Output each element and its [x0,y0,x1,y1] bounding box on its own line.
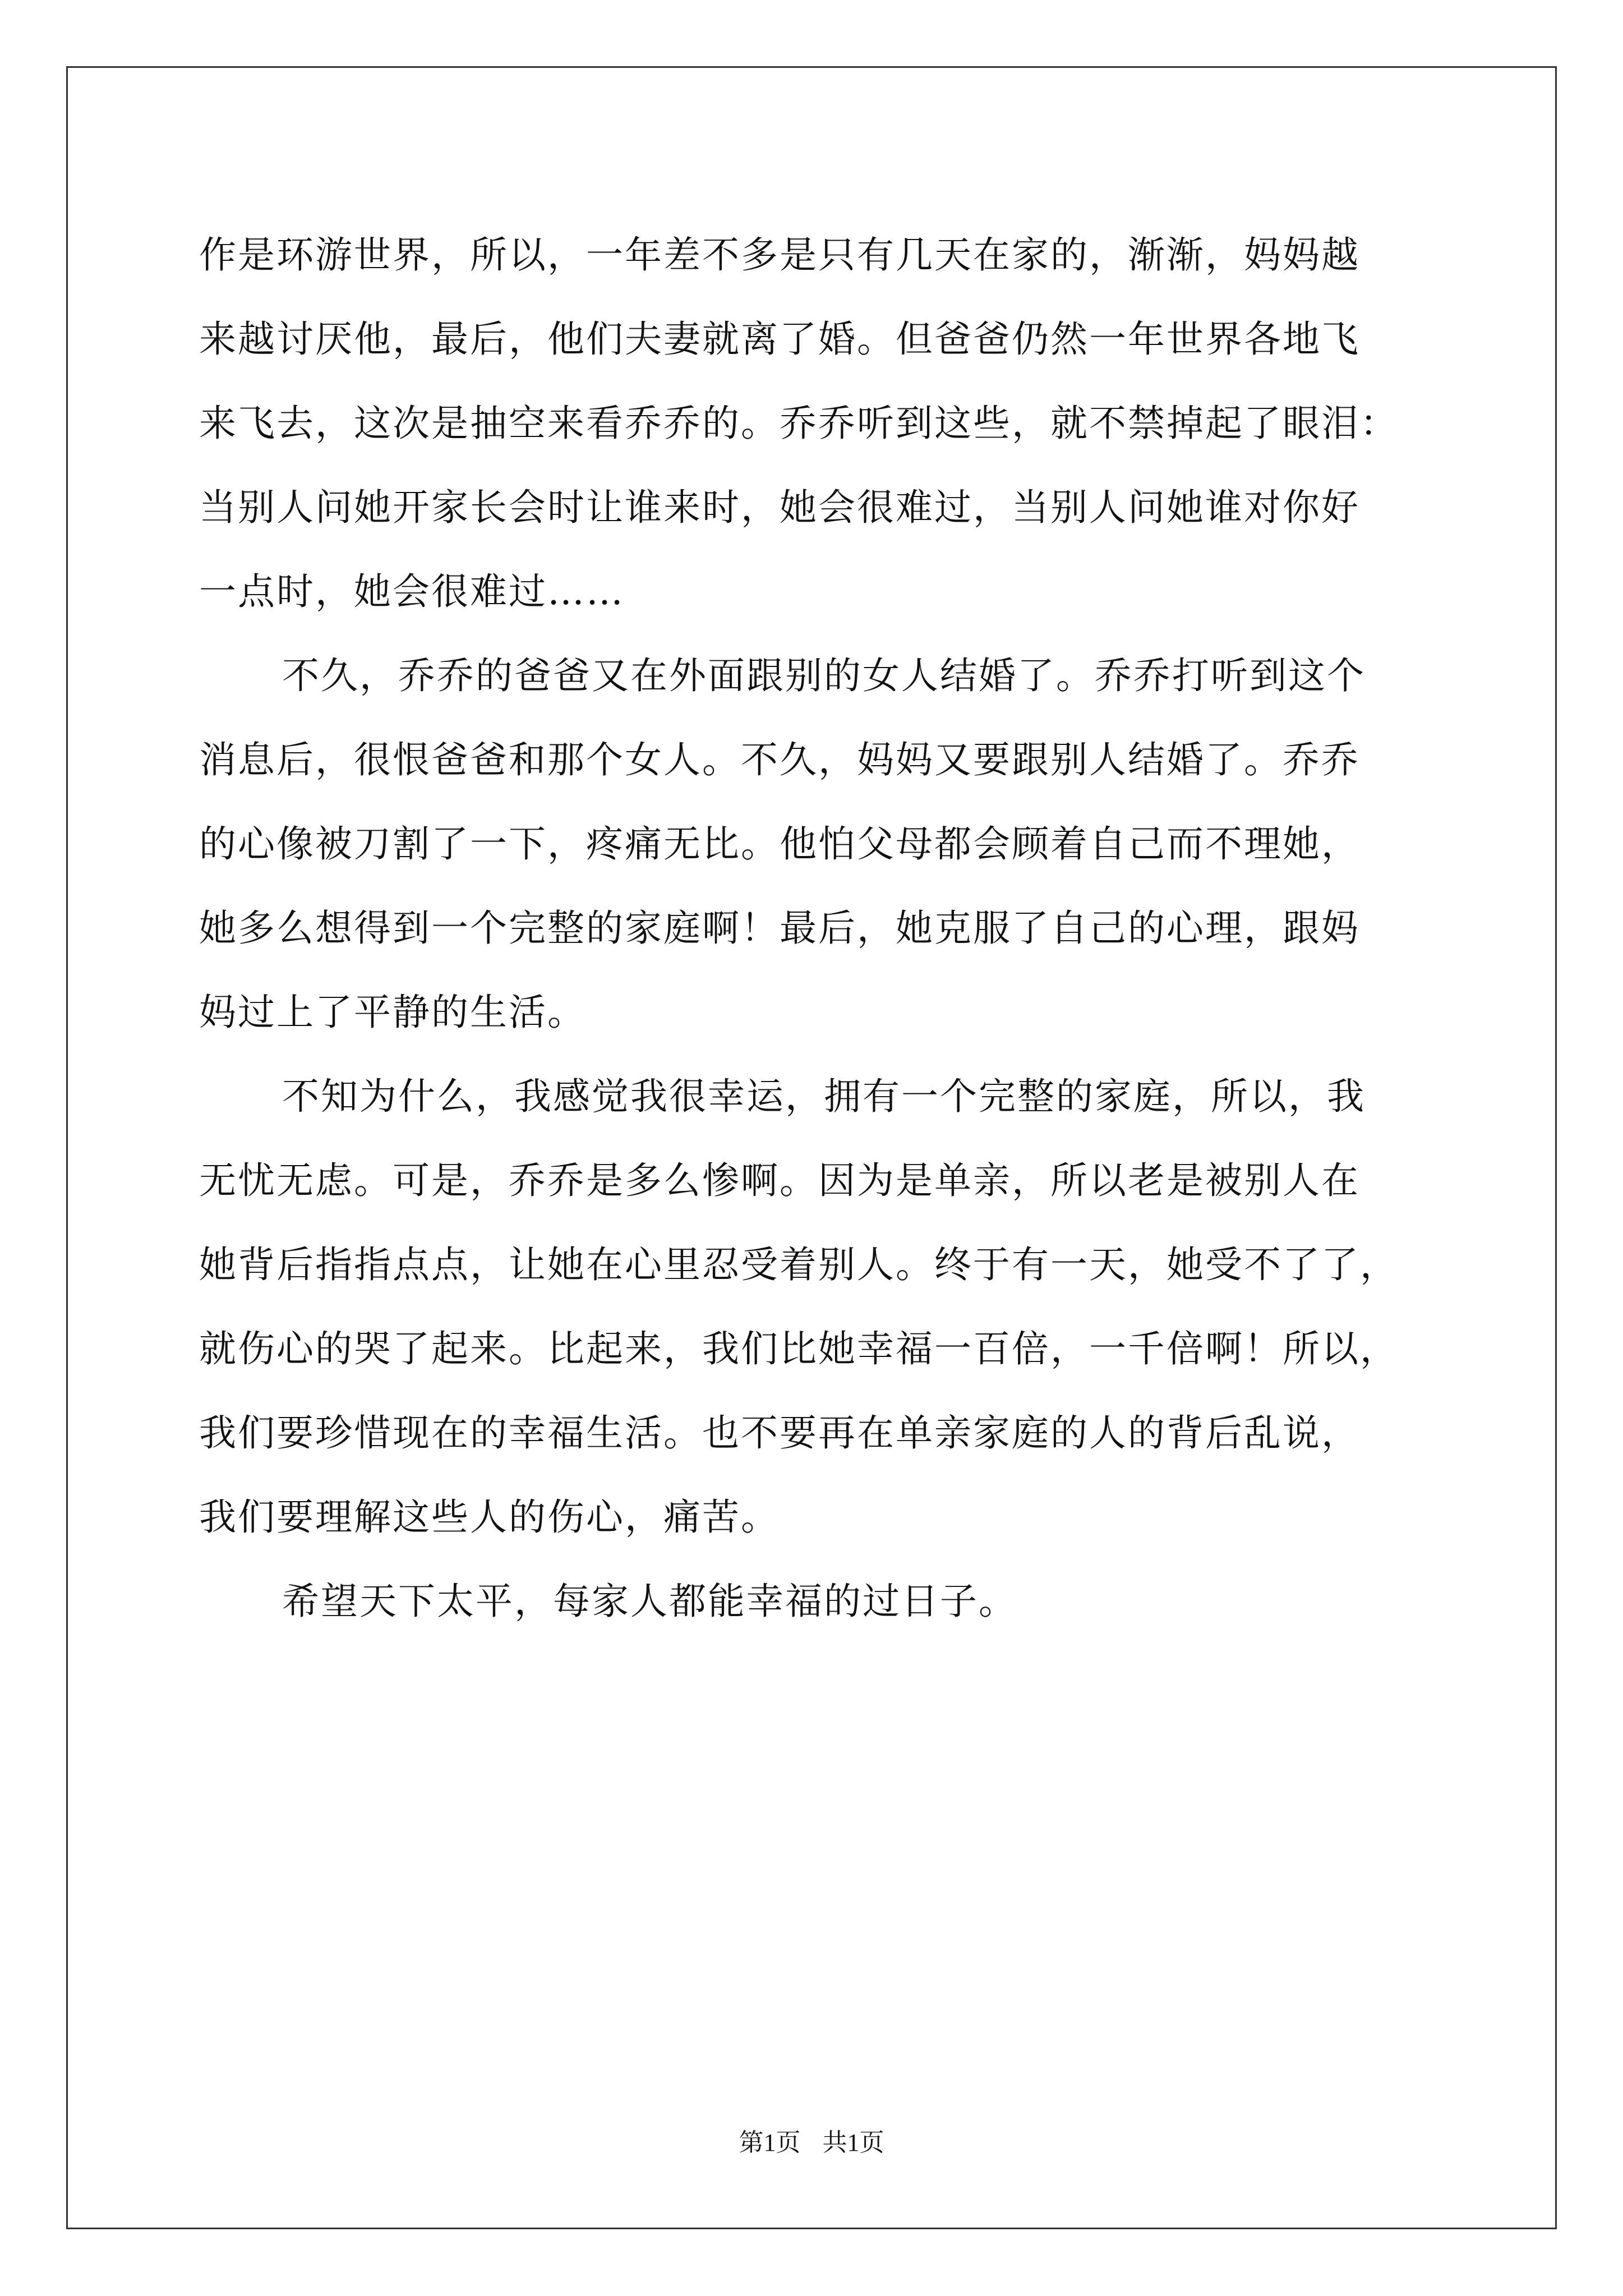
page-total: 共1页 [822,2129,884,2156]
text-line: 妈过上了平静的生活。 [199,991,586,1034]
text-line: 无忧无虑。可是，乔乔是多么惨啊。因为是单亲，所以老是被别人在 [199,1159,1360,1202]
page-footer [0,2126,1623,2160]
text-line: 来越讨厌他，最后，他们夫妻就离了婚。但爸爸仍然一年世界各地飞 [199,318,1360,361]
text-line: 来飞去，这次是抽空来看乔乔的。乔乔听到这些，就不禁掉起了眼泪： [199,402,1399,445]
text-line: 就伤心的哭了起来。比起来，我们比她幸福一百倍，一千倍啊！所以， [199,1327,1399,1370]
text-line: 她背后指指点点，让她在心里忍受着别人。终于有一天，她受不了了， [199,1243,1399,1286]
text-line: 我们要珍惜现在的幸福生活。也不要再在单亲家庭的人的背后乱说， [199,1411,1360,1455]
paragraph-start-line: 不久，乔乔的爸爸又在外面跟别的女人结婚了。乔乔打听到这个 [282,654,1366,697]
text-line: 消息后，很恨爸爸和那个女人。不久，妈妈又要跟别人结婚了。乔乔 [199,738,1360,781]
text-line: 当别人问她开家长会时让谁来时，她会很难过，当别人问她谁对你好 [199,486,1360,529]
text-line: 她多么想得到一个完整的家庭啊！最后，她克服了自己的心理，跟妈 [199,907,1360,950]
page-number: 第1页 [739,2129,801,2156]
paragraph-start-line: 不知为什么，我感觉我很幸运，拥有一个完整的家庭，所以，我 [282,1075,1366,1118]
text-line: 一点时，她会很难过…… [199,570,625,613]
text-line: 我们要理解这些人的伤心，痛苦。 [199,1496,780,1539]
paragraph-start-line: 希望天下太平，每家人都能幸福的过日子。 [282,1580,1017,1623]
text-line: 的心像被刀割了一下，疼痛无比。他怕父母都会顾着自己而不理她， [199,822,1360,866]
text-line: 作是环游世界，所以，一年差不多是只有几天在家的，渐渐，妈妈越 [199,233,1360,277]
document-body [199,213,1433,1644]
